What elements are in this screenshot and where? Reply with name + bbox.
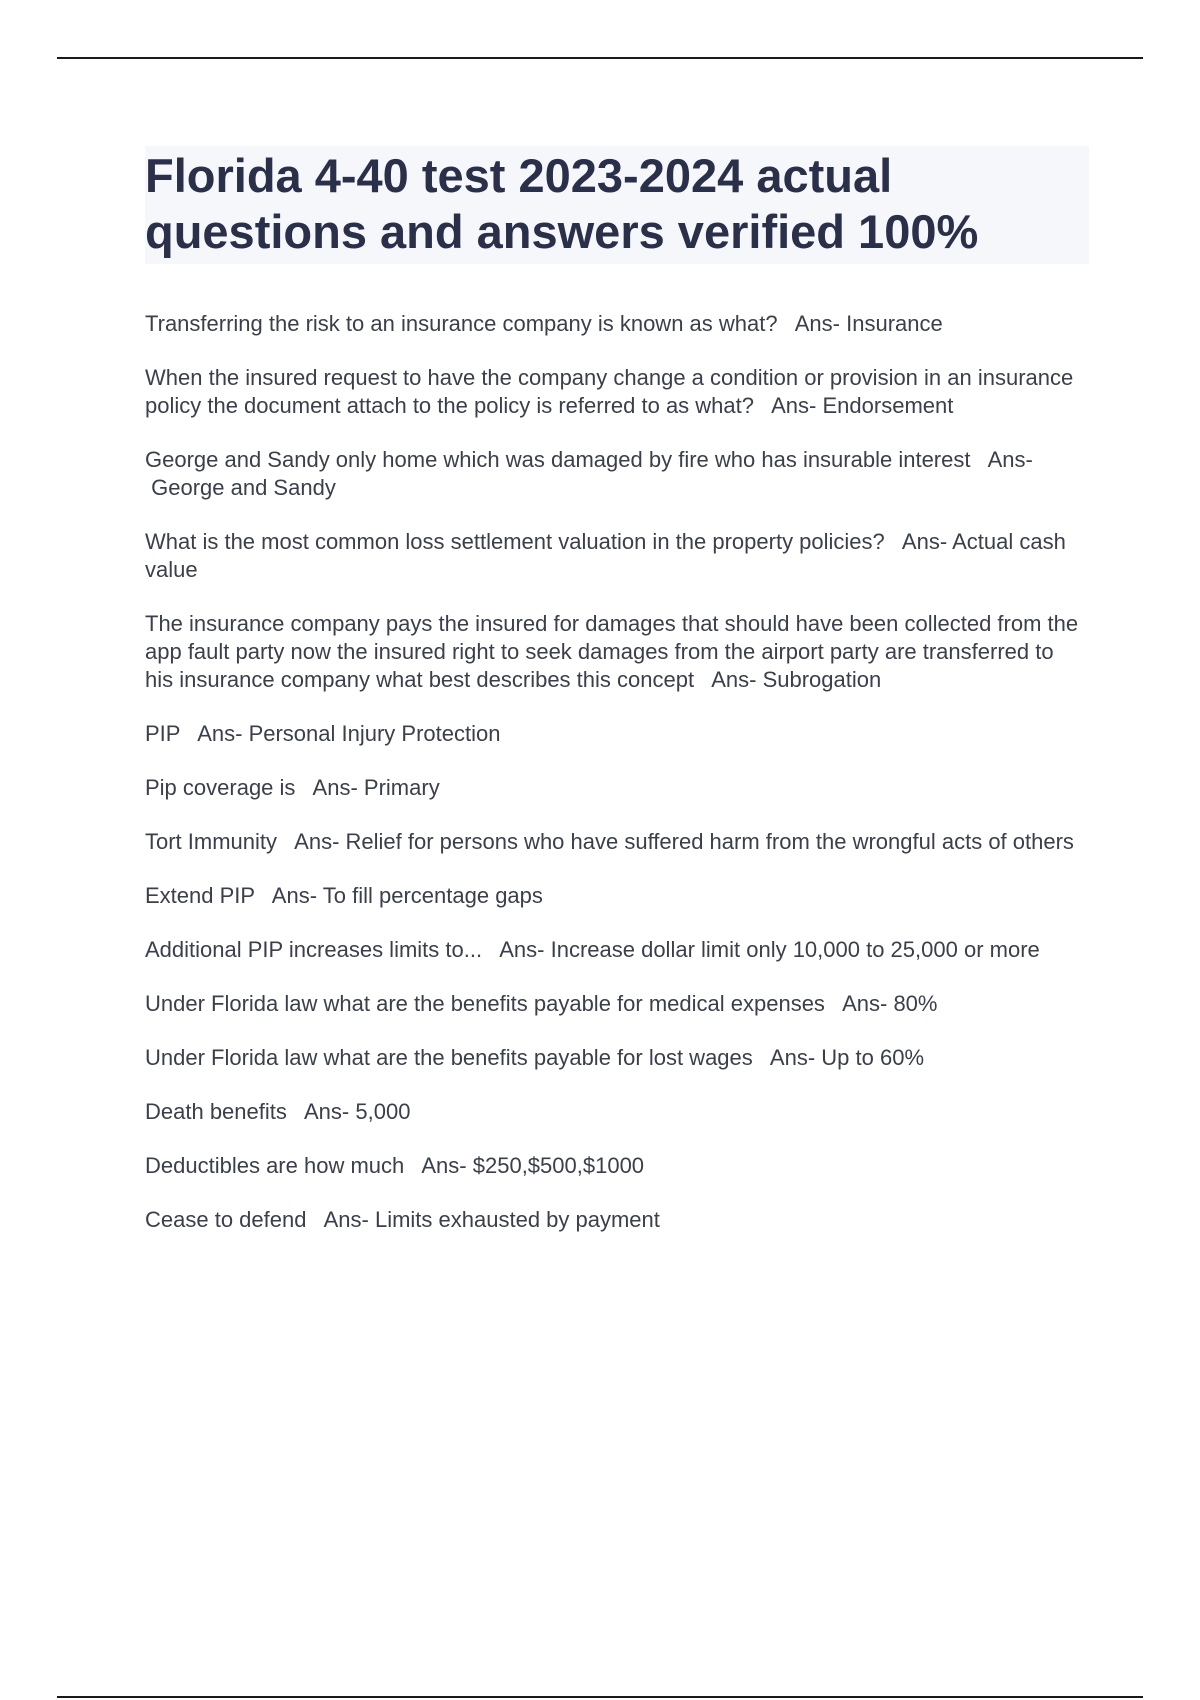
qa-item [145, 1098, 1085, 1126]
qa-item [145, 936, 1085, 964]
question-text: The insurance company pays the insured for damages that should have been collected from the app fault party now the insured right to seek damages from the airport party are transferred to his insurance company what best describes this concept [145, 611, 1079, 692]
qa-item [145, 828, 1085, 856]
question-text: Tort Immunity [145, 829, 278, 854]
answer-prefix: Ans- [312, 775, 358, 800]
qa-item [145, 364, 1085, 420]
answer-prefix: Ans- [294, 829, 340, 854]
question-text: Additional PIP increases limits to... [145, 937, 483, 962]
answer-text: Increase dollar limit only 10,000 to 25,000 or more [550, 937, 1040, 962]
question-text: Extend PIP [145, 883, 255, 908]
qa-item [145, 1206, 1085, 1234]
qa-item [145, 310, 1085, 338]
question-text: Pip coverage is [145, 775, 296, 800]
question-text: Under Florida law what are the benefits payable for medical expenses [145, 991, 825, 1016]
answer-text: Subrogation [762, 667, 882, 692]
question-text: Death benefits [145, 1099, 287, 1124]
qa-item [145, 990, 1085, 1018]
qa-item [145, 1044, 1085, 1072]
question-text: What is the most common loss settlement valuation in the property policies? [145, 529, 885, 554]
question-text: Deductibles are how much [145, 1153, 405, 1178]
question-text: Under Florida law what are the benefits payable for lost wages [145, 1045, 753, 1070]
answer-prefix: Ans- [197, 721, 243, 746]
question-text: Cease to defend [145, 1207, 307, 1232]
answer-text: Relief for persons who have suffered harm from the wrongful acts of others [345, 829, 1074, 854]
qa-item [145, 528, 1085, 584]
question-text: Transferring the risk to an insurance company is known as what? [145, 311, 778, 336]
qa-item [145, 1152, 1085, 1180]
answer-text: Personal Injury Protection [248, 721, 501, 746]
answer-prefix: Ans- [771, 393, 817, 418]
answer-text: Primary [363, 775, 440, 800]
answer-prefix: Ans- [421, 1153, 467, 1178]
answer-prefix: Ans- [304, 1099, 350, 1124]
question-text: When the insured request to have the company change a condition or provision in an insurance policy the document attach to the policy is referred to as what? [145, 365, 1074, 418]
answer-text: Limits exhausted by payment [374, 1207, 660, 1232]
answer-text: 80% [893, 991, 938, 1016]
answer-text: Endorsement [822, 393, 954, 418]
answer-prefix: Ans- [769, 1045, 816, 1070]
qa-item [145, 774, 1085, 802]
qa-item [145, 446, 1085, 502]
answer-prefix: Ans- [499, 937, 545, 962]
answer-prefix: Ans- [794, 311, 840, 336]
top-rule [57, 57, 1143, 59]
answer-text: 5,000 [355, 1099, 411, 1124]
title-block [145, 146, 1089, 264]
qa-item [145, 610, 1085, 694]
answer-text: To fill percentage gaps [322, 883, 543, 908]
answer-prefix: Ans- [901, 529, 948, 554]
qa-item [145, 720, 1085, 748]
answer-prefix: Ans- [271, 883, 318, 908]
question-text: PIP [145, 721, 181, 746]
bottom-rule [57, 1696, 1143, 1698]
answer-text: Actual cash value [145, 529, 1066, 582]
answer-text: Up to 60% [821, 1045, 925, 1070]
question-text: George and Sandy only home which was damaged by fire who has insurable interest [145, 447, 971, 472]
answer-prefix: Ans- [323, 1207, 369, 1232]
answer-text: $250,$500,$1000 [472, 1153, 645, 1178]
answer-prefix: Ans- [987, 447, 1033, 472]
answer-text: George and Sandy [151, 475, 336, 500]
answer-prefix: Ans- [842, 991, 888, 1016]
qa-item [145, 882, 1085, 910]
document-title: Florida 4-40 test 2023-2024 actual questions and answers verified 100% [145, 149, 979, 258]
answer-text: Insurance [846, 311, 943, 336]
answer-prefix: Ans- [711, 667, 757, 692]
qa-list [145, 310, 1085, 1260]
